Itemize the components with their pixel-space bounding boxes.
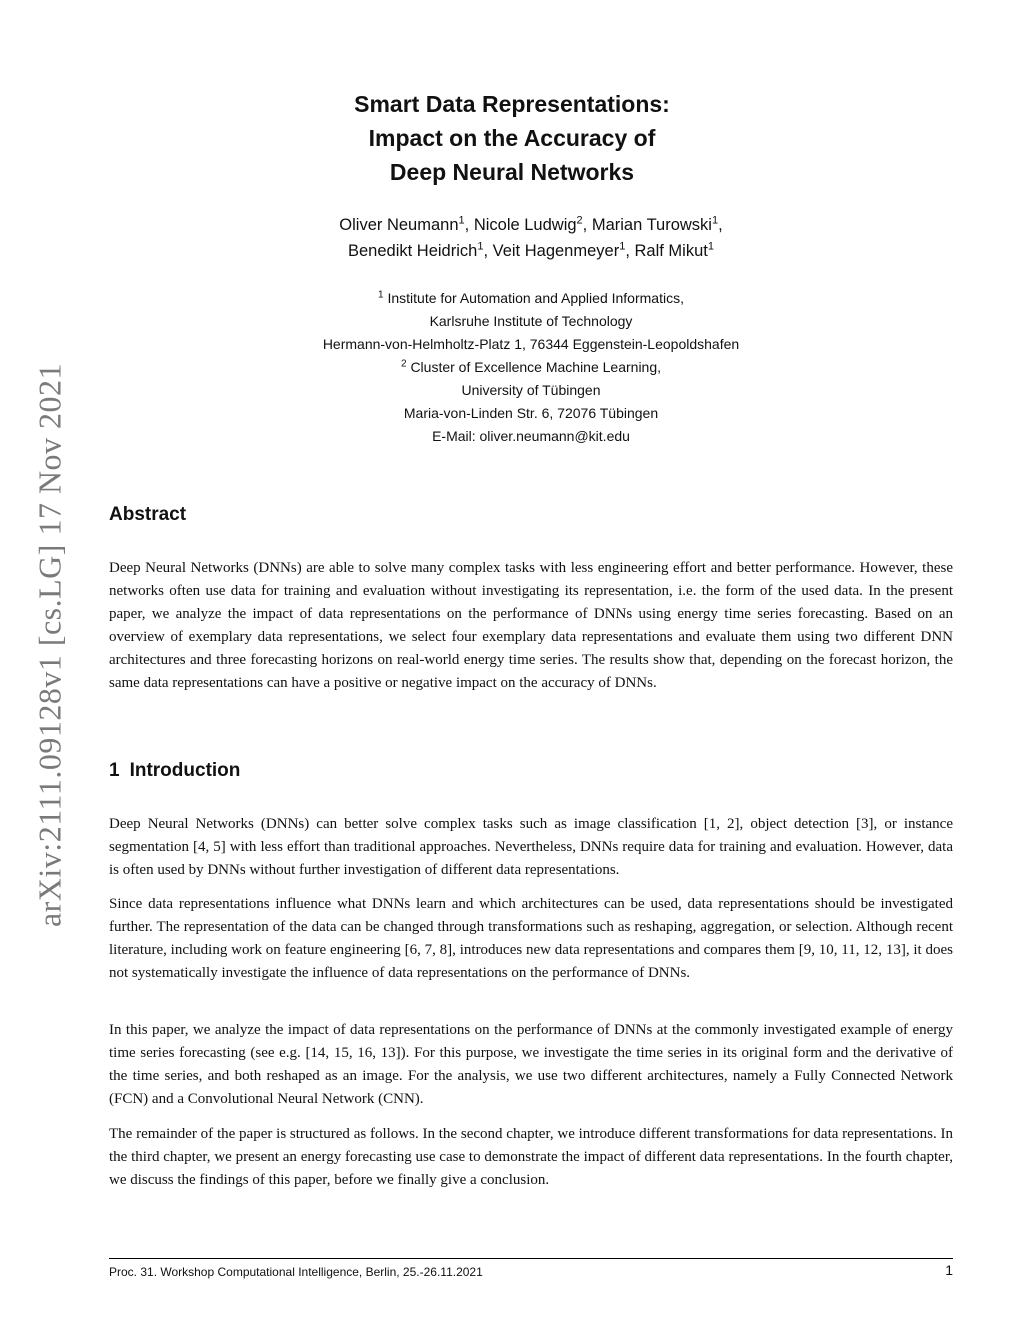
author-separator: ,: [582, 216, 592, 234]
author-separator: ,: [625, 242, 635, 260]
intro-paragraph-3: In this paper, we analyze the impact of data representations on the performance of DNNs at the commonly investigated example of energy time series forecasting (see e.g. [14, 15, 16, 13]). For this purpose, we investigate the time series in its original form and the derivative of the time series, and both reshaped as an image. For the analysis, we use two different architectures, namely a Fully Connected Network (FCN) and a Convolutional Neural Network (CNN).: [109, 1022, 953, 1107]
paper-title: [0, 87, 1024, 189]
title-line-2: Impact on the Accuracy of: [368, 125, 656, 151]
abstract-heading: Abstract: [109, 504, 187, 525]
author-affiliation-marker: 1: [458, 214, 465, 227]
author-affiliation-marker: 1: [711, 214, 719, 227]
affiliation-2-institute: Cluster of Excellence Machine Learning,: [410, 359, 662, 375]
abstract-text: Deep Neural Networks (DNNs) are able to solve many complex tasks with less engineering effort and better performance. However, these networks often use data for training and evaluation without investigating its representation, i.e. the form of the used data. In the present paper, we analyze the impact of data representations on the performance of DNNs using energy time series forecasting. Based on an overview of exemplary data representations, we select four exemplary data representations and evaluate them using two different DNN architectures and three forecasting horizons on real-world energy time series. The results show that, depending on the forecast horizon, the same data representations can have a positive or negative impact on the accuracy of DNNs.: [109, 560, 953, 691]
author-name: Oliver Neumann: [339, 216, 459, 234]
title-line-1: Smart Data Representations:: [354, 91, 670, 117]
page-number: 1: [945, 1262, 953, 1278]
affiliation-1-marker: 1: [378, 289, 384, 301]
author-separator: ,: [464, 216, 474, 234]
author-affiliation-marker: 1: [477, 240, 484, 253]
author-affiliation-marker: 1: [619, 240, 626, 253]
affiliation-2-address: Maria-von-Linden Str. 6, 72076 Tübingen: [403, 405, 659, 421]
title-line-3: Deep Neural Networks: [389, 159, 635, 185]
affiliation-2-line-1: [0, 356, 1024, 379]
footer-divider: [109, 1258, 953, 1259]
author-name: Veit Hagenmeyer: [492, 242, 620, 260]
affiliation-2-marker: 2: [400, 358, 407, 370]
affiliation-1-address: Hermann-von-Helmholtz-Platz 1, 76344 Eggenstein-Leopoldshafen: [322, 336, 740, 352]
author-name: Nicole Ludwig: [473, 216, 577, 234]
author-separator: ,: [718, 216, 723, 234]
intro-paragraph-4: The remainder of the paper is structured as follows. In the second chapter, we introduce different transformations for data representations. In the third chapter, we present an energy forecasting use case to demonstrate the impact of different data representations. In the fourth chapter, we discuss the findings of this paper, before we finally give a conclusion.: [109, 1126, 953, 1188]
author-line-1: [0, 212, 1024, 238]
intro-paragraph-2: Since data representations influence what DNNs learn and which architectures can be used, data representations should be investigated further. The representation of the data can be changed through transformations such as reshaping, aggregation, or selection. Although recent literature, including work on feature engineering [6, 7, 8], introduces new data representations and compares them [9, 10, 11, 12, 13], it does not systematically investigate the influence of data representations on the performance of DNNs.: [109, 896, 953, 981]
author-line-2: [0, 238, 1024, 264]
author-affiliation-marker: 1: [707, 240, 714, 253]
affiliation-1-line-1: [0, 287, 1024, 310]
author-name: Marian Turowski: [591, 216, 712, 234]
contact-email: E-Mail: oliver.neumann@kit.edu: [432, 428, 630, 444]
affiliation-1-institute: Institute for Automation and Applied Informatics,: [387, 290, 684, 306]
footer-proceedings: Proc. 31. Workshop Computational Intelligence, Berlin, 25.-26.11.2021: [109, 1265, 483, 1279]
intro-paragraph-1: Deep Neural Networks (DNNs) can better solve complex tasks such as image classification [1, 2], object detection [3], or instance segmentation [4, 5] with less effort than traditional approaches. Nevertheless, DNNs require data for training and evaluation. However, data is often used by DNNs without further investigation of different data representations.: [109, 816, 953, 878]
section-title: Introduction: [129, 760, 241, 781]
section-heading-introduction: [109, 759, 240, 783]
author-affiliation-marker: 2: [576, 214, 583, 227]
affiliations: [0, 287, 1024, 448]
author-name: Ralf Mikut: [634, 242, 708, 260]
author-separator: ,: [483, 242, 493, 260]
author-name: Benedikt Heidrich: [348, 242, 478, 260]
section-number: 1: [109, 760, 120, 781]
arxiv-identifier-stamp: arXiv:2111.09128v1 [cs.LG] 17 Nov 2021: [31, 362, 68, 928]
affiliation-2-line-2: University of Tübingen: [461, 382, 601, 398]
affiliation-1-line-2: Karlsruhe Institute of Technology: [429, 313, 633, 329]
author-list: [0, 212, 1024, 264]
